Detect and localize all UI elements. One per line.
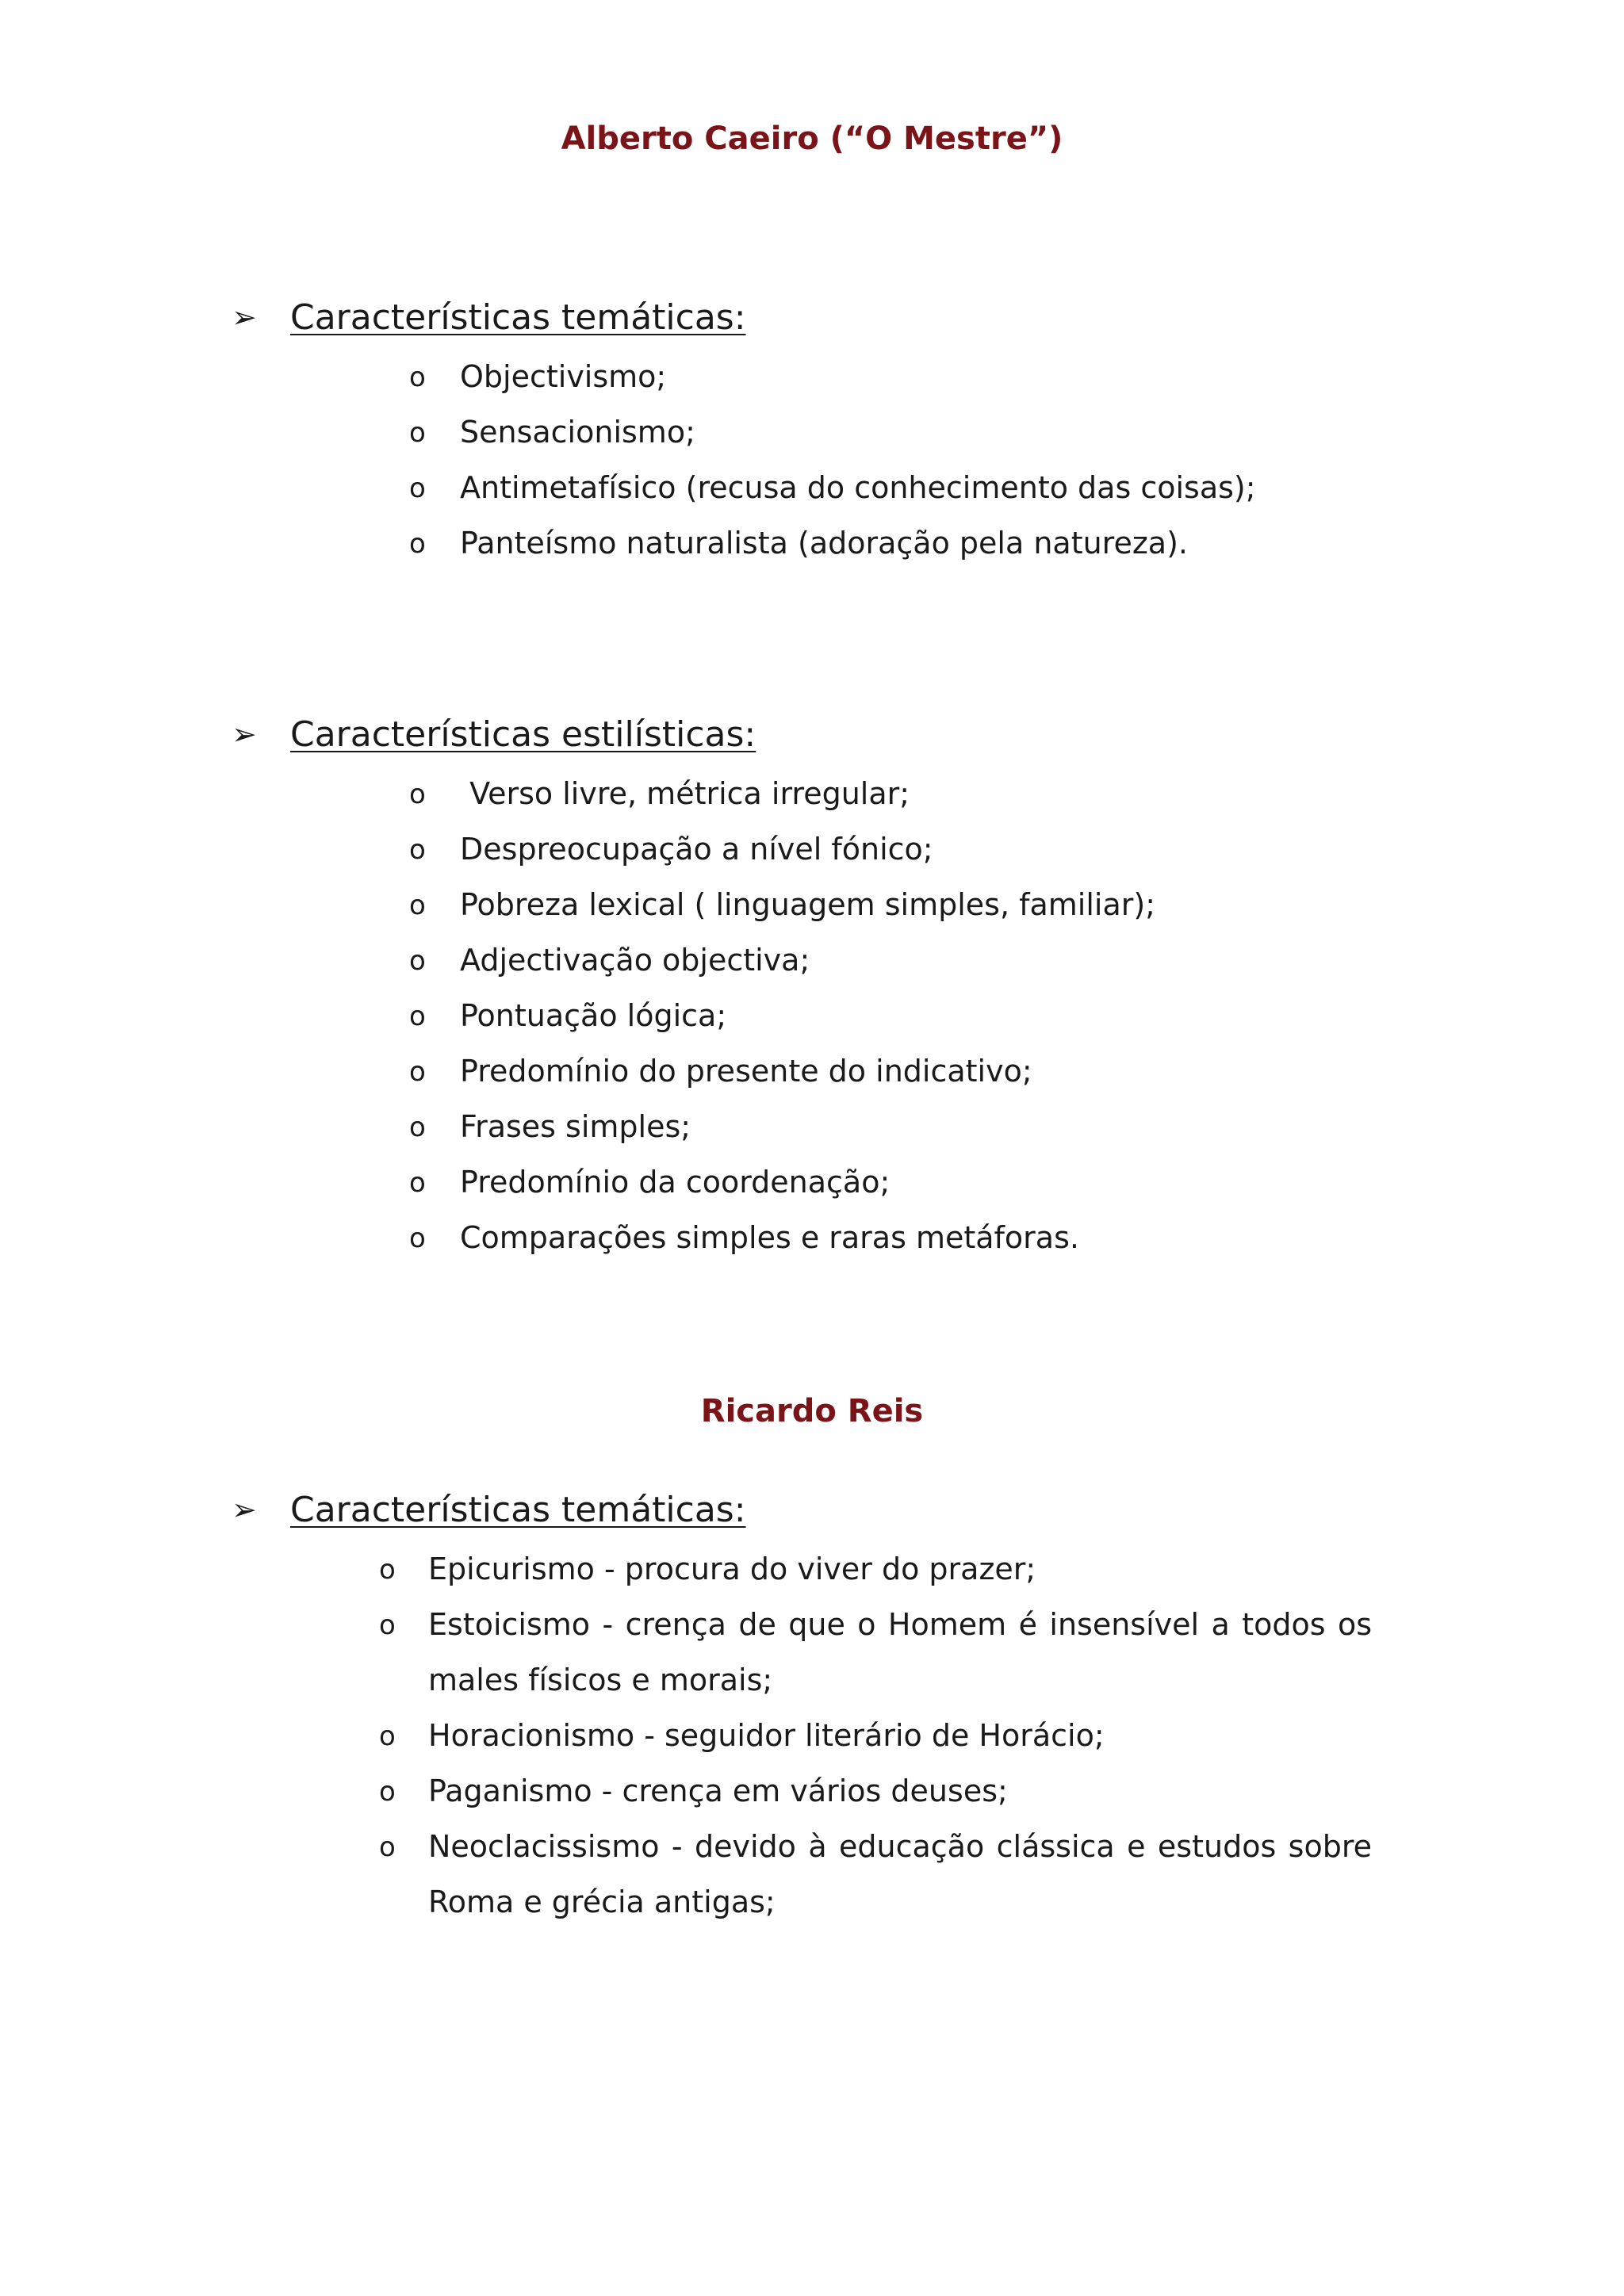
heading-text: Características temáticas:: [290, 297, 746, 338]
circle-bullet-icon: o: [409, 834, 426, 866]
arrow-bullet-icon: ➢: [232, 717, 257, 752]
heading-text: Características estilísticas:: [290, 714, 756, 755]
circle-bullet-icon: o: [409, 528, 426, 560]
list-item: o Predomínio do presente do indicativo;: [414, 1043, 1365, 1099]
list-item: o Panteísmo naturalista (adoração pela natureza).: [414, 515, 1365, 571]
list-item: o Horacionismo - seguidor literário de Horácio;: [382, 1708, 1372, 1763]
list-item: o Antimetafísico (recusa do conhecimento das coisas);: [414, 460, 1365, 515]
list-item: o Estoicismo - crença de que o Homem é insensível a todos os males físicos e morais;: [382, 1597, 1372, 1708]
heading-caeiro-tematicas: [232, 295, 746, 340]
list-item: o Neoclacissismo - devido à educação clássica e estudos sobre Roma e grécia antigas;: [382, 1819, 1372, 1930]
arrow-bullet-icon: ➢: [232, 1492, 257, 1527]
circle-bullet-icon: o: [409, 1001, 426, 1032]
heading-text: Características temáticas:: [290, 1490, 746, 1530]
circle-bullet-icon: o: [379, 1831, 396, 1863]
list-item: o Predomínio da coordenação;: [414, 1154, 1365, 1210]
list-item: o Frases simples;: [414, 1099, 1365, 1154]
list-item: o Paganismo - crença em vários deuses;: [382, 1763, 1372, 1819]
circle-bullet-icon: o: [409, 779, 426, 810]
circle-bullet-icon: o: [409, 473, 426, 504]
circle-bullet-icon: o: [379, 1554, 396, 1586]
list-reis-tematicas: [379, 1541, 1372, 1930]
list-item: o Adjectivação objectiva;: [414, 932, 1365, 988]
circle-bullet-icon: o: [379, 1776, 396, 1808]
circle-bullet-icon: o: [379, 1609, 396, 1641]
section-title-alberto-caeiro: Alberto Caeiro (“O Mestre”): [561, 121, 1063, 157]
circle-bullet-icon: o: [409, 1223, 426, 1254]
circle-bullet-icon: o: [409, 1056, 426, 1088]
list-caeiro-estilisticas: [409, 766, 1365, 1265]
circle-bullet-icon: o: [409, 1167, 426, 1199]
list-item: o Pobreza lexical ( linguagem simples, familiar);: [414, 877, 1365, 932]
circle-bullet-icon: o: [379, 1720, 396, 1752]
circle-bullet-icon: o: [409, 362, 426, 393]
arrow-bullet-icon: ➢: [232, 300, 257, 335]
list-item: o Sensacionismo;: [414, 404, 1365, 460]
circle-bullet-icon: o: [409, 890, 426, 921]
list-caeiro-tematicas: [409, 349, 1365, 571]
circle-bullet-icon: o: [409, 945, 426, 977]
list-item: o Comparações simples e raras metáforas.: [414, 1210, 1365, 1265]
heading-reis-tematicas: [232, 1487, 746, 1533]
heading-caeiro-estilisticas: [232, 712, 756, 757]
list-item: o Verso livre, métrica irregular;: [414, 766, 1365, 821]
list-item: o Despreocupação a nível fónico;: [414, 821, 1365, 877]
circle-bullet-icon: o: [409, 1112, 426, 1143]
circle-bullet-icon: o: [409, 417, 426, 449]
list-item: o Epicurismo - procura do viver do prazer;: [382, 1541, 1372, 1597]
list-item: o Pontuação lógica;: [414, 988, 1365, 1043]
section-title-ricardo-reis: Ricardo Reis: [700, 1393, 924, 1429]
list-item: o Objectivismo;: [414, 349, 1365, 404]
